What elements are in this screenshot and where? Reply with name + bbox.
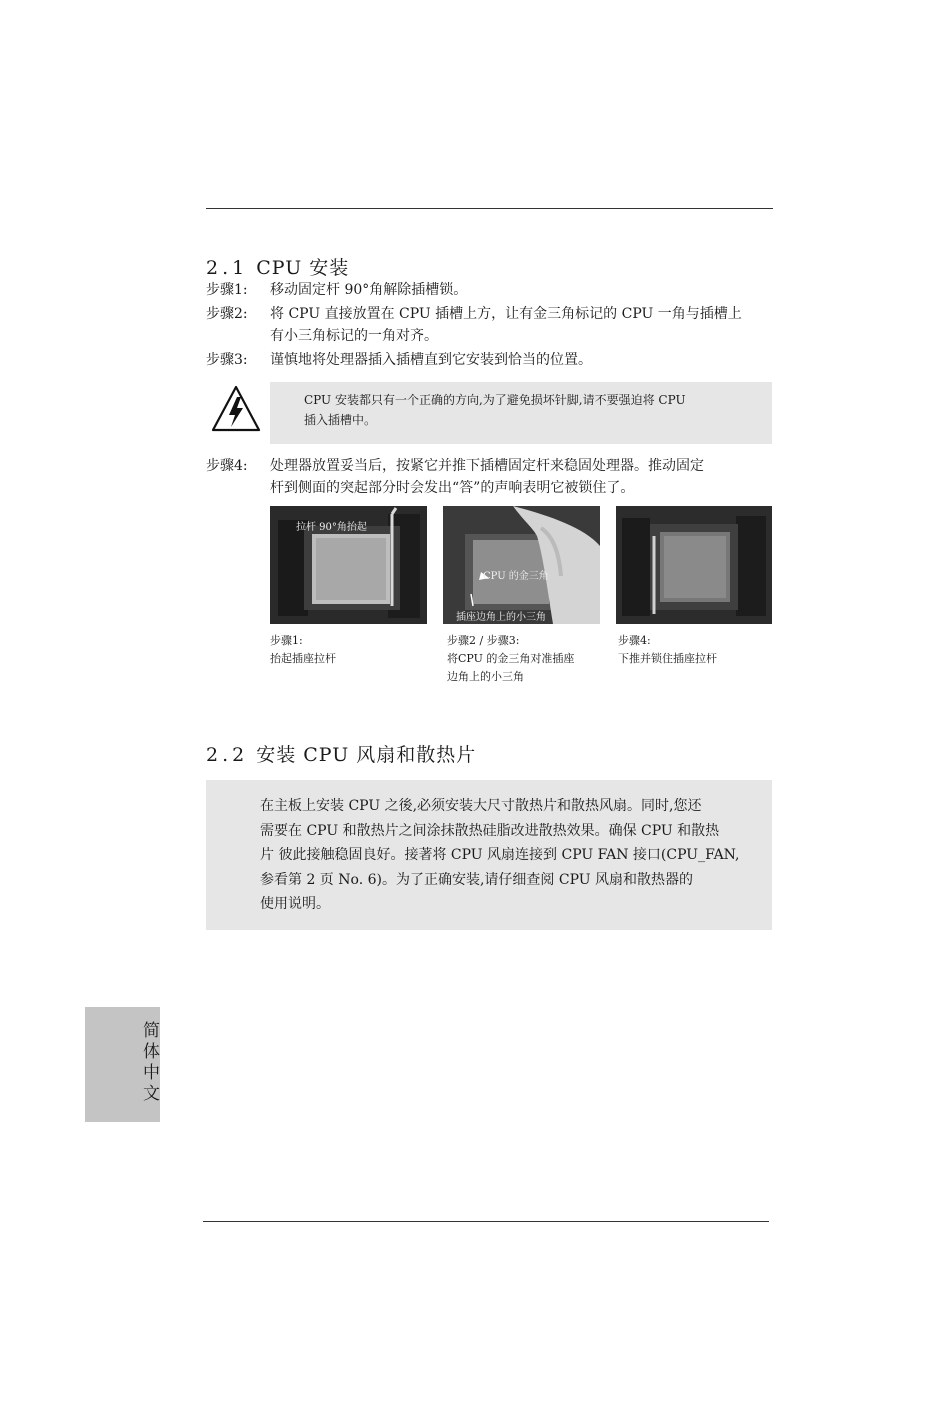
section-2-1-title: CPU 安装 xyxy=(256,257,350,279)
body-line-4: 参看第 2 页 No. 6)。为了正确安装,请仔细查阅 CPU 风扇和散热器的 xyxy=(260,871,693,888)
body-line-2: 需要在 CPU 和散热片之间涂抹散热硅脂改进散热效果。确保 CPU 和散热 xyxy=(260,822,720,839)
top-rule xyxy=(206,208,773,209)
photo-2-label-small-triangle: 插座边角上的小三角 xyxy=(456,612,546,623)
fan-heatsink-text xyxy=(260,794,740,917)
photo-1-label-lever: 拉杆 90°角抬起 xyxy=(296,522,367,533)
step-2-label: 步骤2: xyxy=(206,306,248,322)
step-1-label: 步骤1: xyxy=(206,282,248,298)
photo-3-caption-line2: 下推并锁住插座拉杆 xyxy=(618,652,717,665)
warning-line-1: CPU 安装都只有一个正确的方向,为了避免损坏针脚,请不要强迫将 CPU xyxy=(304,393,686,407)
photo-1-caption-line2: 抬起插座拉杆 xyxy=(270,652,336,665)
section-2-2-title: 安装 CPU 风扇和散热片 xyxy=(256,744,477,766)
warning-box xyxy=(270,382,772,444)
section-2-1-heading xyxy=(206,253,349,280)
section-2-2-heading xyxy=(206,740,476,767)
step-1-text: 移动固定杆 90°角解除插槽锁。 xyxy=(270,282,468,298)
photo-2-label-gold-triangle: CPU 的金三角 xyxy=(483,571,549,582)
photo-2-caption xyxy=(447,632,574,686)
step-4-text-line1: 处理器放置妥当后，按紧它并推下插槽固定杆来稳固处理器。推动固定 xyxy=(270,458,704,474)
language-side-tab-label: 简体中文 xyxy=(139,1021,159,1105)
photo-2-caption-line3: 边角上的小三角 xyxy=(447,670,524,683)
photo-3-caption-line1: 步骤4: xyxy=(618,634,651,647)
photo-2-caption-line1: 步骤2 / 步骤3: xyxy=(447,634,520,647)
bottom-rule xyxy=(203,1221,769,1222)
language-side-tab xyxy=(85,1007,160,1122)
warning-line-2: 插入插槽中。 xyxy=(304,413,377,427)
body-line-5: 使用说明。 xyxy=(260,896,330,912)
warning-text xyxy=(304,390,686,430)
section-2-2-number: 2.2 xyxy=(206,744,249,766)
body-line-1: 在主板上安装 CPU 之後,必须安装大尺寸散热片和散热风扇。同时,您还 xyxy=(260,798,702,814)
photo-step-4-lever-locked xyxy=(616,506,772,624)
photo-1-caption-line1: 步骤1: xyxy=(270,634,303,647)
body-line-3: 片 彼此接触稳固良好。接著将 CPU 风扇连接到 CPU FAN 接口(CPU_FAN, xyxy=(260,847,740,863)
step-2-text-line1: 将 CPU 直接放置在 CPU 插槽上方，让有金三角标记的 CPU 一角与插槽上 xyxy=(270,306,742,322)
photo-step-2-3-cpu-align xyxy=(443,506,600,624)
step-3-label: 步骤3: xyxy=(206,352,248,368)
fan-heatsink-info-box xyxy=(206,780,772,930)
warning-lightning-icon xyxy=(210,384,262,434)
step-2-text-line2: 有小三角标记的一角对齐。 xyxy=(270,328,438,344)
photo-3-caption xyxy=(618,632,717,668)
photo-1-caption xyxy=(270,632,336,668)
photo-step-1-socket-lever xyxy=(270,506,427,624)
step-4-text-line2: 杆到侧面的突起部分时会发出“答”的声响表明它被锁住了。 xyxy=(270,480,635,496)
photo-2-caption-line2: 将CPU 的金三角对准插座 xyxy=(447,652,575,665)
step-4-label: 步骤4: xyxy=(206,458,248,474)
step-3-text: 谨慎地将处理器插入插槽直到它安装到恰当的位置。 xyxy=(270,352,592,368)
section-2-1-number: 2.1 xyxy=(206,257,249,279)
